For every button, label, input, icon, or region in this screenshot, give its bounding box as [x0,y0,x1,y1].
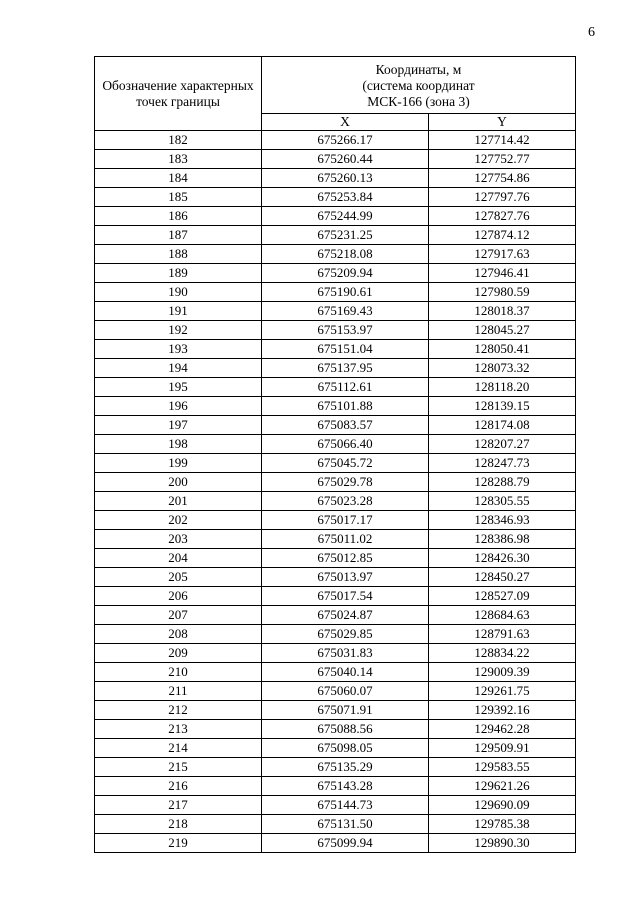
y-coordinate-cell: 127797.76 [429,188,576,207]
y-coordinate-cell: 128791.63 [429,625,576,644]
x-coordinate-cell: 675071.91 [262,701,429,720]
x-coordinate-cell: 675040.14 [262,663,429,682]
x-coordinate-cell: 675260.13 [262,169,429,188]
table-row [95,302,576,321]
x-coordinate-cell: 675209.94 [262,264,429,283]
x-coordinate-cell: 675153.97 [262,321,429,340]
table-row [95,815,576,834]
table-row [95,321,576,340]
table-row [95,283,576,302]
point-id-cell: 204 [95,549,262,568]
point-id-cell: 216 [95,777,262,796]
table-row [95,720,576,739]
x-coordinate-cell: 675098.05 [262,739,429,758]
y-coordinate-cell: 129392.16 [429,701,576,720]
x-coordinate-cell: 675169.43 [262,302,429,321]
y-coordinate-cell: 128018.37 [429,302,576,321]
point-id-cell: 201 [95,492,262,511]
header-y: Y [429,114,576,131]
y-coordinate-cell: 127980.59 [429,283,576,302]
table-row [95,492,576,511]
x-coordinate-cell: 675011.02 [262,530,429,549]
y-coordinate-cell: 128426.30 [429,549,576,568]
table-row [95,226,576,245]
table-row [95,188,576,207]
y-coordinate-cell: 127946.41 [429,264,576,283]
point-id-cell: 217 [95,796,262,815]
x-coordinate-cell: 675137.95 [262,359,429,378]
point-id-cell: 189 [95,264,262,283]
table-row [95,340,576,359]
y-coordinate-cell: 128073.32 [429,359,576,378]
table-row [95,625,576,644]
table-row [95,169,576,188]
y-coordinate-cell: 127917.63 [429,245,576,264]
x-coordinate-cell: 675029.85 [262,625,429,644]
y-coordinate-cell: 128527.09 [429,587,576,606]
x-coordinate-cell: 675017.17 [262,511,429,530]
coordinates-table [94,56,576,853]
y-coordinate-cell: 128118.20 [429,378,576,397]
table-row [95,568,576,587]
table-row [95,264,576,283]
point-id-cell: 206 [95,587,262,606]
table-body [95,131,576,853]
point-id-cell: 210 [95,663,262,682]
table-row [95,131,576,150]
x-coordinate-cell: 675144.73 [262,796,429,815]
y-coordinate-cell: 128346.93 [429,511,576,530]
y-coordinate-cell: 128050.41 [429,340,576,359]
y-coordinate-cell: 129785.38 [429,815,576,834]
point-id-cell: 182 [95,131,262,150]
point-id-cell: 199 [95,454,262,473]
table-header [95,57,576,131]
x-coordinate-cell: 675131.50 [262,815,429,834]
y-coordinate-cell: 127874.12 [429,226,576,245]
x-coordinate-cell: 675045.72 [262,454,429,473]
x-coordinate-cell: 675244.99 [262,207,429,226]
point-id-cell: 214 [95,739,262,758]
point-id-cell: 197 [95,416,262,435]
y-coordinate-cell: 129583.55 [429,758,576,777]
table-row [95,739,576,758]
table-row [95,359,576,378]
table-row [95,587,576,606]
point-id-cell: 207 [95,606,262,625]
y-coordinate-cell: 128305.55 [429,492,576,511]
table-row [95,473,576,492]
x-coordinate-cell: 675190.61 [262,283,429,302]
x-coordinate-cell: 675143.28 [262,777,429,796]
x-coordinate-cell: 675013.97 [262,568,429,587]
x-coordinate-cell: 675101.88 [262,397,429,416]
y-coordinate-cell: 128045.27 [429,321,576,340]
y-coordinate-cell: 128386.98 [429,530,576,549]
table-row [95,416,576,435]
x-coordinate-cell: 675266.17 [262,131,429,150]
y-coordinate-cell: 129509.91 [429,739,576,758]
header-point-designation: Обозначение характерных точек границы [95,57,262,131]
point-id-cell: 212 [95,701,262,720]
y-coordinate-cell: 127714.42 [429,131,576,150]
point-id-cell: 193 [95,340,262,359]
point-id-cell: 190 [95,283,262,302]
point-id-cell: 202 [95,511,262,530]
point-id-cell: 188 [95,245,262,264]
table-row [95,511,576,530]
y-coordinate-cell: 127754.86 [429,169,576,188]
point-id-cell: 200 [95,473,262,492]
y-coordinate-cell: 129009.39 [429,663,576,682]
table-row [95,644,576,663]
table-row [95,663,576,682]
point-id-cell: 218 [95,815,262,834]
x-coordinate-cell: 675066.40 [262,435,429,454]
point-id-cell: 187 [95,226,262,245]
y-coordinate-cell: 128450.27 [429,568,576,587]
table-row [95,796,576,815]
x-coordinate-cell: 675088.56 [262,720,429,739]
y-coordinate-cell: 129890.30 [429,834,576,853]
y-coordinate-cell: 128288.79 [429,473,576,492]
point-id-cell: 194 [95,359,262,378]
y-coordinate-cell: 129261.75 [429,682,576,701]
header-coordinates-group [262,57,576,114]
x-coordinate-cell: 675231.25 [262,226,429,245]
table-row [95,758,576,777]
point-id-cell: 198 [95,435,262,454]
table-row [95,397,576,416]
x-coordinate-cell: 675029.78 [262,473,429,492]
x-coordinate-cell: 675151.04 [262,340,429,359]
header-coordinates-line2: (система координат [362,78,475,93]
x-coordinate-cell: 675031.83 [262,644,429,663]
table-row [95,245,576,264]
point-id-cell: 211 [95,682,262,701]
table-row [95,435,576,454]
table-row [95,530,576,549]
table-row [95,777,576,796]
header-coordinates-line1: Координаты, м [375,62,462,77]
point-id-cell: 185 [95,188,262,207]
table-row [95,150,576,169]
x-coordinate-cell: 675083.57 [262,416,429,435]
header-coordinates-line3: МСК-166 (зона 3) [367,94,470,109]
x-coordinate-cell: 675099.94 [262,834,429,853]
point-id-cell: 219 [95,834,262,853]
y-coordinate-cell: 127827.76 [429,207,576,226]
table-row [95,701,576,720]
x-coordinate-cell: 675024.87 [262,606,429,625]
point-id-cell: 196 [95,397,262,416]
point-id-cell: 186 [95,207,262,226]
point-id-cell: 205 [95,568,262,587]
y-coordinate-cell: 129621.26 [429,777,576,796]
x-coordinate-cell: 675017.54 [262,587,429,606]
table-row [95,834,576,853]
header-x: X [262,114,429,131]
y-coordinate-cell: 129690.09 [429,796,576,815]
x-coordinate-cell: 675012.85 [262,549,429,568]
y-coordinate-cell: 128247.73 [429,454,576,473]
y-coordinate-cell: 127752.77 [429,150,576,169]
x-coordinate-cell: 675023.28 [262,492,429,511]
x-coordinate-cell: 675060.07 [262,682,429,701]
x-coordinate-cell: 675135.29 [262,758,429,777]
x-coordinate-cell: 675218.08 [262,245,429,264]
x-coordinate-cell: 675112.61 [262,378,429,397]
x-coordinate-cell: 675253.84 [262,188,429,207]
table-row [95,378,576,397]
point-id-cell: 203 [95,530,262,549]
table-row [95,682,576,701]
table-row [95,549,576,568]
y-coordinate-cell: 128139.15 [429,397,576,416]
point-id-cell: 209 [95,644,262,663]
point-id-cell: 192 [95,321,262,340]
page-number: 6 [588,25,595,40]
point-id-cell: 213 [95,720,262,739]
table-row [95,606,576,625]
point-id-cell: 215 [95,758,262,777]
y-coordinate-cell: 128834.22 [429,644,576,663]
table-row [95,454,576,473]
point-id-cell: 183 [95,150,262,169]
y-coordinate-cell: 129462.28 [429,720,576,739]
point-id-cell: 208 [95,625,262,644]
y-coordinate-cell: 128684.63 [429,606,576,625]
point-id-cell: 184 [95,169,262,188]
y-coordinate-cell: 128174.08 [429,416,576,435]
x-coordinate-cell: 675260.44 [262,150,429,169]
table-row [95,207,576,226]
point-id-cell: 195 [95,378,262,397]
y-coordinate-cell: 128207.27 [429,435,576,454]
point-id-cell: 191 [95,302,262,321]
